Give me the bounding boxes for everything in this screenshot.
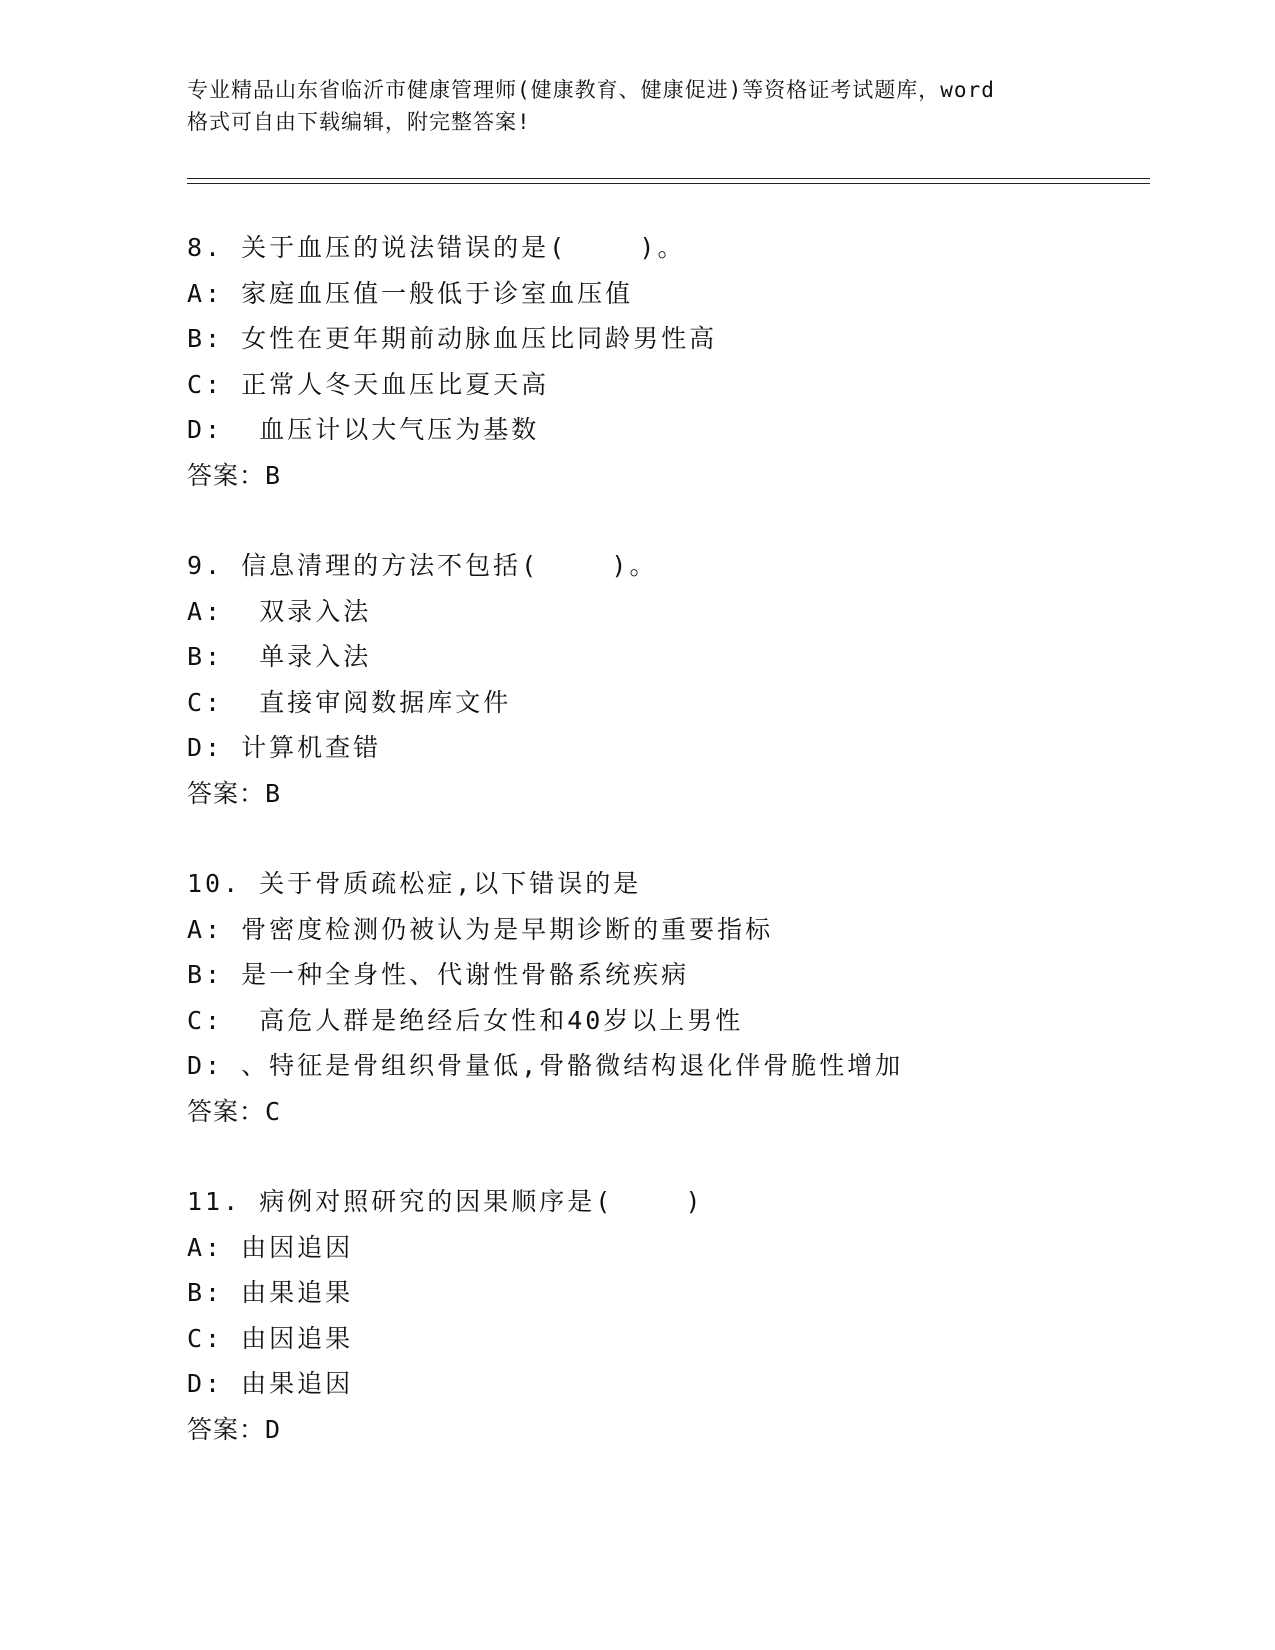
option-a: A: 双录入法 (187, 596, 372, 626)
option-b: B: 单录入法 (187, 642, 372, 671)
option-a: A: 骨密度检测仍被认为是早期诊断的重要指标 (187, 914, 774, 944)
answer-label: 答案： (187, 1096, 266, 1126)
document-header (187, 74, 1087, 138)
question-block (187, 1179, 1147, 1452)
header-divider-bottom (187, 183, 1150, 184)
question-block (187, 861, 1147, 1134)
option-d: D: 血压计以大气压为基数 (187, 415, 540, 444)
option-c: C: 由因追果 (187, 1323, 354, 1353)
question-stem: 9. 信息清理的方法不包括( )。 (187, 551, 658, 580)
answer-value: D (265, 1414, 282, 1444)
option-a: A: 由因追因 (187, 1232, 354, 1262)
question-stem: 11. 病例对照研究的因果顺序是( ) (187, 1187, 704, 1216)
option-d: D: 计算机查错 (187, 733, 382, 762)
option-b: B: 女性在更年期前动脉血压比同龄男性高 (187, 324, 718, 353)
answer-line (187, 771, 1147, 817)
question-block (187, 225, 1147, 498)
question-block (187, 543, 1147, 816)
answer-value: C (265, 1096, 282, 1126)
question-stem: 10. 关于骨质疏松症,以下错误的是 (187, 869, 642, 898)
answer-label: 答案： (187, 778, 266, 808)
header-divider-top (187, 178, 1150, 179)
option-b: B: 由果追果 (187, 1278, 354, 1307)
answer-label: 答案： (187, 460, 266, 490)
answer-line (187, 1407, 1147, 1453)
answer-line (187, 453, 1147, 499)
answer-label: 答案： (187, 1414, 266, 1444)
answer-value: B (265, 778, 282, 808)
option-c: C: 高危人群是绝经后女性和40岁以上男性 (187, 1005, 744, 1035)
option-d: D: 、特征是骨组织骨量低,骨骼微结构退化伴骨脆性增加 (187, 1051, 904, 1080)
option-c: C: 正常人冬天血压比夏天高 (187, 369, 550, 399)
option-a: A: 家庭血压值一般低于诊室血压值 (187, 278, 634, 308)
answer-line (187, 1089, 1147, 1135)
option-d: D: 由果追因 (187, 1369, 354, 1398)
answer-value: B (265, 460, 282, 490)
option-b: B: 是一种全身性、代谢性骨骼系统疾病 (187, 960, 690, 989)
header-line-1: 专业精品山东省临沂市健康管理师(健康教育、健康促进)等资格证考试题库，word (187, 78, 995, 102)
question-stem: 8. 关于血压的说法错误的是( )。 (187, 233, 686, 262)
header-line-2: 格式可自由下载编辑，附完整答案! (187, 110, 531, 134)
option-c: C: 直接审阅数据库文件 (187, 687, 512, 717)
